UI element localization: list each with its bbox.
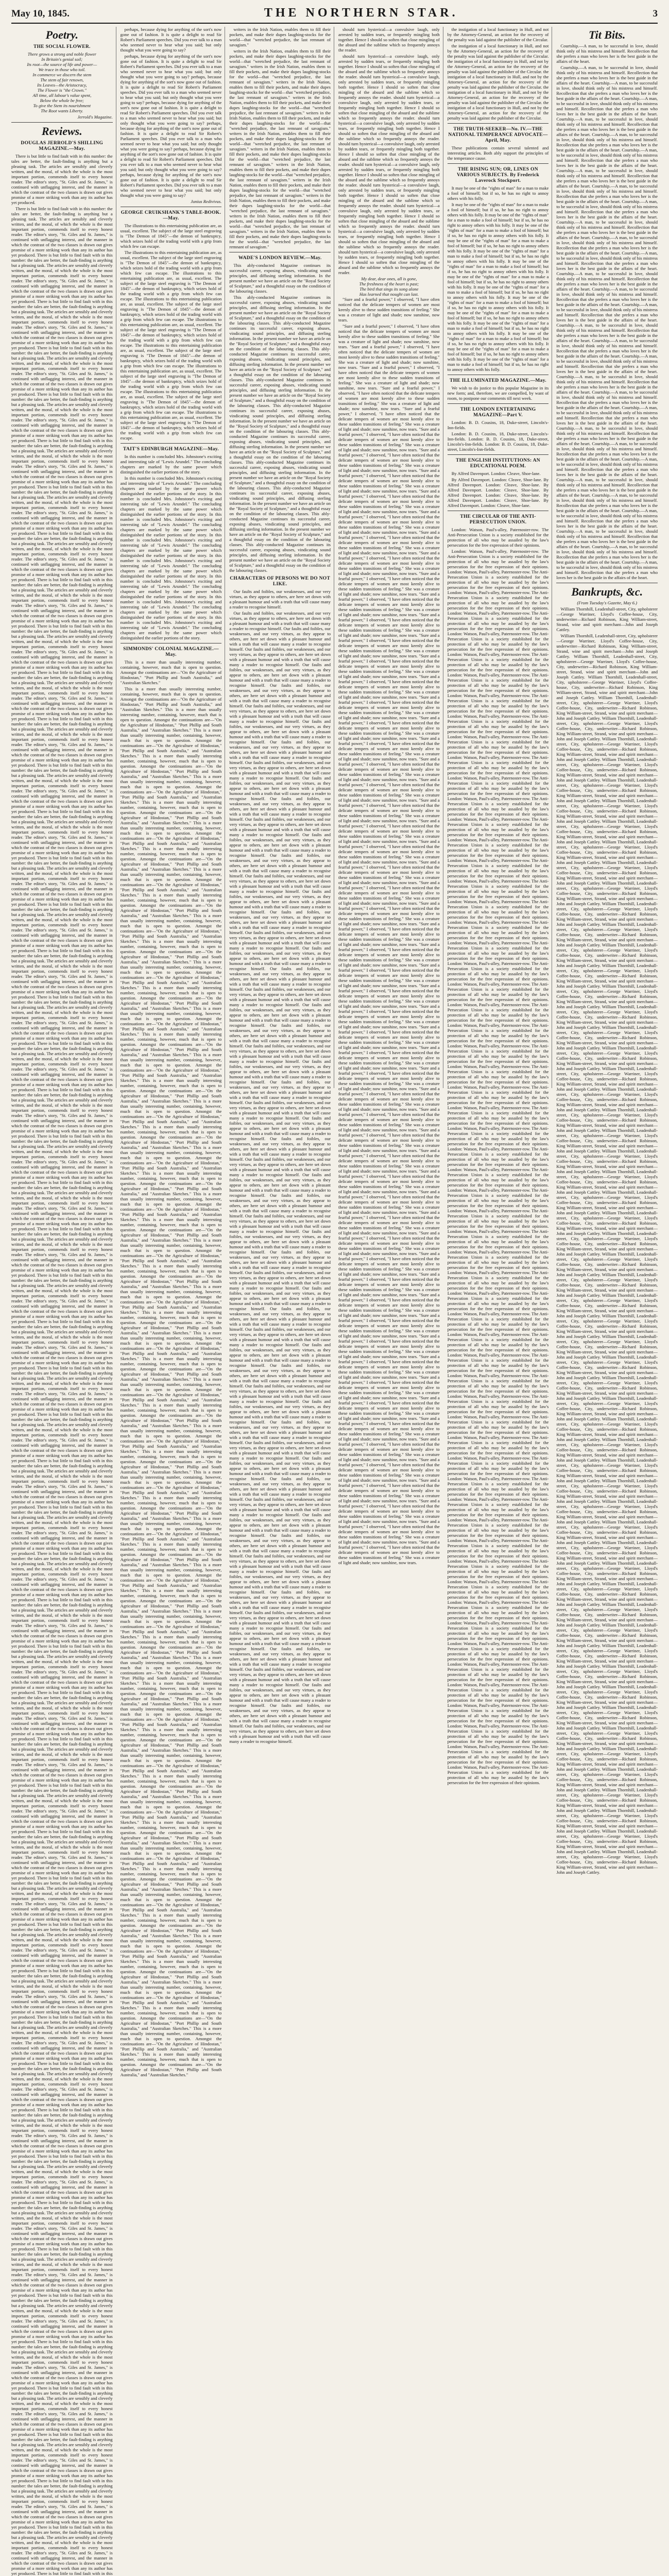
article-body: We wish to do justice to this popular Magazine in its new form; and, therefore, we are compelled, by want of room, to postpone our comments till next week.	[447, 385, 549, 401]
article-body-continued: London: B. D. Cousins, 18, Duke-street, Lincoln's-Inn-fields. London: B. D. Cousins, 18, Duke-street, Lincoln's-Inn-fields. London: B. D. Cousins, 18, Duke-street, Lincoln's-Inn-fields.	[447, 431, 549, 452]
verse-line: Has learned that nought can last.	[359, 292, 419, 297]
article-body: should turn hysterical—a convulsive laugh, only arrested by sudden tears, or frequently mingling both together. Hence I should so soften that close mingling of the absurd and the sublime which so frequently annoys the reader.	[338, 27, 440, 53]
article-body: This is a more than usually interesting number, containing, however, much that is open to question. Amongst the continuations are—"On the Agriculture of Hindostan," "Port Phillip and South Australia," and "Australian Sketches."	[120, 659, 222, 685]
article-body-continued: There is but little to find fault with in this number: the tales are better, the fault-finding is anything but a pleasing task. The articles are sensibly and cleverly written, and the moral, of which the whole is the most important portion, commends itself to every honest reader. The editor's story, "St. Giles and St. James," is continued with unflagging interest, and the manner in which the contrast of the two classes is drawn out gives promise of a more striking work than any its author has yet produced. There is but little to find fault with in this number: the tales are better, the fault-finding is anything but a pleasing task. The articles are sensibly and cleverly written, and the moral, of which the whole is the most important portion, commends itself to every honest reader. The editor's story, "St. Giles and St. James," is continued with unflagging interest, and the manner in which the contrast of the two classes is drawn out gives promise of a more striking work than any its author has yet produced. There is but little to find fault with in this number: the tales are better, the fault-finding is anything but a pleasing task. The articles are sensibly and cleverly written, and the moral, of which the whole is the most important portion, commends itself to every honest reader. The editor's story, "St. Giles and St. James," is continued with unflagging interest, and the manner in which the contrast of the two classes is drawn out gives promise of a more striking work than any its author has yet produced. There is but little to find fault with in this number: the tales are better, the fault-finding is anything but a pleasing task. The articles are sensibly and cleverly written, and the moral, of which the whole is the most important portion, commends itself to every honest reader. The editor's story, "St. Giles and St. James," is continued with unflagging interest, and the manner in which the contrast of the two classes is drawn out gives promise of a more striking work than any its author has yet produced. There is but little to find fault with in this number: the tales are better, the fault-finding is anything but a pleasing task. The articles are sensibly and cleverly written, and the moral, of which the whole is the most important portion, commends itself to every honest reader. The editor's story, "St. Giles and St. James," is continued with unflagging interest, and the manner in which the contrast of the two classes is drawn out gives promise of a more striking work than any its author has yet produced. There is but little to find fault with in this number: the tales are better, the fault-finding is anything but a pleasing task. The articles are sensibly and cleverly written, and the moral, of which the whole is the most important portion, commends itself to every honest reader. The editor's story, "St. Giles and St. James," is continued with unflagging interest, and the manner in which the contrast of the two classes is drawn out gives promise of a more striking work than any its author has yet produced. There is but little to find fault with in this number: the tales are better, the fault-finding is anything but a pleasing task. The articles are sensibly and cleverly written, and the moral, of which the whole is the most important portion, commends itself to every honest reader. The editor's story, "St. Giles and St. James," is continued with unflagging interest, and the manner in which the contrast of the two classes is drawn out gives promise of a more striking work than any its author has yet produced. There is but little to find fault with in this number: the tales are better, the fault-finding is anything but a pleasing task. The articles are sensibly and cleverly written, and the moral, of which the whole is the most important portion, commends itself to every honest reader. The editor's story, "St. Giles and St. James," is continued with unflagging interest, and the manner in which the contrast of the two classes is drawn out gives promise of a more striking work than any its author has yet produced. There is but little to find fault with in this number: the tales are better, the fault-finding is anything but a pleasing task. The articles are sensibly and cleverly written, and the moral, of which the whole is the most important portion, commends itself to every honest reader. The editor's story, "St. Giles and St. James," is continued with unflagging interest, and the manner in which the contrast of the two classes is drawn out gives promise of a more striking work than any its author has yet produced. There is but little to find fault with in this number: the tales are better, the fault-finding is anything but a pleasing task. The articles are sensibly and cleverly written, and the moral, of which the whole is the most important portion, commends itself to every honest reader. The editor's story, "St. Giles and St. James," is continued with unflagging interest, and the manner in which the contrast of the two classes is drawn out gives promise of a more striking work than any its author has yet produced. There is but little to find fault with in this number: the tales are better, the fault-finding is anything but a pleasing task. The articles are sensibly and cleverly written, and the moral, of which the whole is the most important portion, commends itself to every honest reader. The editor's story, "St. Giles and St. James," is continued with unflagging interest, and the manner in which the contrast of the two classes is drawn out gives promise of a more striking work than any its author has yet produced. There is but little to find fault with in this number: the tales are better, the fault-finding is anything but a pleasing task. The articles are sensibly and cleverly written, and the moral, of which the whole is the most important portion, commends itself to every honest reader. The editor's story, "St. Giles and St. James," is continued with unflagging interest, and the manner in which the contrast of the two classes is drawn out gives promise of a more striking work than any its author has yet produced. There is but little to find fault with in this number: the tales are better, the fault-finding is anything but a pleasing task. The articles are sensibly and cleverly written, and the moral, of which the whole is the most important portion, commends itself to every honest reader. The editor's story, "St. Giles and St. James," is continued with unflagging interest, and the manner in which the contrast of the two classes is drawn out gives promise of a more striking work than any its author has yet produced. There is but little to find fault with in this number: the tales are better, the fault-finding is anything but a pleasing task. The articles are sensibly and cleverly written, and the moral, of which the whole is the most important portion, commends itself to every honest reader. The editor's story, "St. Giles and St. James," is continued with unflagging interest, and the manner in which the contrast of the two classes is drawn out gives promise of a more striking work than any its author has yet produced. There is but little to find fault with in this number: the tales are better, the fault-finding is anything but a pleasing task. The articles are sensibly and cleverly written, and the moral, of which the whole is the most important portion, commends itself to every honest reader. The editor's story, "St. Giles and St. James," is continued with unflagging interest, and the manner in which the contrast of the two classes is drawn out gives promise of a more striking work than any its author has yet produced. There is but little to find fault with in this number: the tales are better, the fault-finding is anything but a pleasing task. The articles are sensibly and cleverly written, and the moral, of which the whole is the most important portion, commends itself to every honest reader. The editor's story, "St. Giles and St. James," is continued with unflagging interest, and the manner in which the contrast of the two classes is drawn out gives promise of a more striking work than any its author has yet produced. There is but little to find fault with in this number: the tales are better, the fault-finding is anything but a pleasing task. The articles are sensibly and cleverly written, and the moral, of which the whole is the most important portion, commends itself to every honest reader. The editor's story, "St. Giles and St. James," is continued with unflagging interest, and the manner in which the contrast of the two classes is drawn out gives promise of a more striking work than any its author has yet produced. There is but little to find fault with in this number: the tales are better, the fault-finding is anything but a pleasing task. The articles are sensibly and cleverly written, and the moral, of which the whole is the most important portion, commends itself to every honest reader. The editor's story, "St. Giles and St. James," is continued with unflagging interest, and the manner in which the contrast of the two classes is drawn out gives promise of a more striking work than any its author has yet produced. There is but little to find fault with in this number: the tales are better, the fault-finding is anything but a pleasing task. The articles are sensibly and cleverly written, and the moral, of which the whole is the most important portion, commends itself to every honest reader. The editor's story, "St. Giles and St. James," is continued with unflagging interest, and the manner in which the contrast of the two classes is drawn out gives promise of a more striking work than any its author has yet produced. There is but little to find fault with in this number: the tales are better, the fault-finding is anything but a pleasing task. The articles are sensibly and cleverly written, and the moral, of which the whole is the most important portion, commends itself to every honest reader. The editor's story, "St. Giles and St. James," is continued with unflagging interest, and the manner in which the contrast of the two classes is drawn out gives promise of a more striking work than any its author has yet produced. There is but little to find fault with in this number: the tales are better, the fault-finding is anything but a pleasing task. The articles are sensibly and cleverly written, and the moral, of which the whole is the most important portion, commends itself to every honest reader. The editor's story, "St. Giles and St. James," is continued with unflagging interest, and the manner in which the contrast of the two classes is drawn out gives promise of a more striking work than any its author has yet produced. There is but little to find fault with in this number: the tales are better, the fault-finding is anything but a pleasing task. The articles are sensibly and cleverly written, and the moral, of which the whole is the most important portion, commends itself to every honest reader. The editor's story, "St. Giles and St. James," is continued with unflagging interest, and the manner in which the contrast of the two classes is drawn out gives promise of a more striking work than any its author has yet produced. There is but little to find fault with in this number: the tales are better, the fault-finding is anything but a pleasing task. The articles are sensibly and cleverly written, and the moral, of which the whole is the most important portion, commends itself to every honest reader. The editor's story, "St. Giles and St. James," is continued with unflagging interest, and the manner in which the contrast of the two classes is drawn out gives promise of a more striking work than any its author has yet produced. There is but little to find fault with in this number: the tales are better, the fault-finding is anything but a pleasing task. The articles are sensibly and cleverly written, and the moral, of which the whole is the most important portion, commends itself to every honest reader. The editor's story, "St. Giles and St. James," is continued with unflagging interest, and the manner in which the contrast of the two classes is drawn out gives promise of a more striking work than any its author has yet produced. There is but little to find fault with in this number: the tales are better, the fault-finding is anything but a pleasing task. The articles are sensibly and cleverly written, and the moral, of which the whole is the most important portion, commends itself to every honest reader. The editor's story, "St. Giles and St. James," is continued with unflagging interest, and the manner in which the contrast of the two classes is drawn out gives promise of a more striking work than any its author has yet produced. There is but little to find fault with in this number: the tales are better, the fault-finding is anything but a pleasing task. The articles are sensibly and cleverly written, and the moral, of which the whole is the most important portion, commends itself to every honest reader. The editor's story, "St. Giles and St. James," is continued with unflagging interest, and the manner in which the contrast of the two classes is drawn out gives promise of a more striking work than any its author has yet produced. There is but little to find fault with in this number: the tales are better, the fault-finding is anything but a pleasing task. The articles are sensibly and cleverly written, and the moral, of which the whole is the most important portion, commends itself to every honest reader. The editor's story, "St. Giles and St. James," is continued with unflagging interest, and the manner in which the contrast of the two classes is drawn out gives promise of a more striking work than any its author has yet produced. There is but little to find fault with in this number: the tales are better, the fault-finding is anything but a pleasing task. The articles are sensibly and cleverly written, and the moral, of which the whole is the most important portion, commends itself to every honest reader. The editor's story, "St. Giles and St. James," is continued with unflagging interest, and the manner in which the contrast of the two classes is drawn out gives promise of a more striking work than any its author has yet produced. There is but little to find fault with in this number: the tales are better, the fault-finding is anything but a pleasing task. The articles are sensibly and cleverly written, and the moral, of which the whole is the most important portion, commends itself to every honest reader. The editor's story, "St. Giles and St. James," is continued with unflagging interest, and the manner in which the contrast of the two classes is drawn out gives promise of a more striking work than any its author has yet produced. There is but little to find fault with in this number: the tales are better, the fault-finding is anything but a pleasing task. The articles are sensibly and cleverly written, and the moral, of which the whole is the most important portion, commends itself to every honest reader. The editor's story, "St. Giles and St. James," is continued with unflagging interest, and the manner in which the contrast of the two classes is drawn out gives promise of a more striking work than any its author has yet produced. There is but little to find fault with in this number: the tales are better, the fault-finding is anything but a pleasing task. The articles are sensibly and cleverly written, and the moral, of which the whole is the most important portion, commends itself to every honest reader. The editor's story, "St. Giles and St. James," is continued with unflagging interest, and the manner in which the contrast of the two classes is drawn out gives promise of a more striking work than any its author has yet produced. There is but little to find fault with in this number: the tales are better, the fault-finding is anything but a pleasing task. The articles are sensibly and cleverly written, and the moral, of which the whole is the most important portion, commends itself to every honest reader. The editor's story, "St. Giles and St. James," is continued with unflagging interest, and the manner in which the contrast of the two classes is drawn out gives promise of a more striking work than any its author has yet produced. There is but little to find fault with in this number: the tales are better, the fault-finding is anything but a pleasing task. The articles are sensibly and cleverly written, and the moral, of which the whole is the most important portion, commends itself to every honest reader. The editor's story, "St. Giles and St. James," is continued with unflagging interest, and the manner in which the contrast of the two classes is drawn out gives promise of a more striking work than any its author has yet produced. There is but little to find fault with in this number: the tales are better, the fault-finding is anything but a pleasing task. The articles are sensibly and cleverly written, and the moral, of which the whole is the most important portion, commends itself to every honest reader. The editor's story, "St. Giles and St. James," is continued with unflagging interest, and the manner in which the contrast of the two classes is drawn out gives promise of a more striking work than any its author has yet produced. There is but little to find fault with in this number: the tales are better, the fault-finding is anything but a pleasing task. The articles are sensibly and cleverly written, and the moral, of which the whole is the most important portion, commends itself to every honest reader. The editor's story, "St. Giles and St. James," is continued with unflagging interest, and the manner in which the contrast of the two classes is drawn out gives promise of a more striking work than any its author has yet produced. There is but little to find fault with in this number: the tales are better, the fault-finding is anything but a pleasing task. The articles are sensibly and cleverly written, and the moral, of which the whole is the most important portion, commends itself to every honest reader. The editor's story, "St. Giles and St. James," is continued with unflagging interest, and the manner in which the contrast of the two classes is drawn out gives promise of a more striking work than any its author has yet produced. There is but little to find fault with in this number: the tales are better, the fault-finding is anything but a pleasing task. The articles are sensibly and cleverly written, and the moral, of which the whole is the most important portion, commends itself to every honest reader. The editor's story, "St. Giles and St. James," is continued with unflagging interest, and the manner in which the contrast of the two classes is drawn out gives promise of a more striking work than any its author has yet produced. There is but little to find fault with in this number: the tales are better, the fault-finding is anything but a pleasing task. The articles are sensibly and cleverly written, and the moral, of which the whole is the most important portion, commends itself to every honest reader. The editor's story, "St. Giles and St. James," is continued with unflagging interest, and the manner in which the contrast of the two classes is drawn out gives promise of a more striking work than any its author has yet produced. There is but little to find fault with in this number: the tales are better, the fault-finding is anything but a pleasing task. The articles are sensibly and cleverly written, and the moral, of which the whole is the most important portion, commends itself to every honest reader. The editor's story, "St. Giles and St. James," is continued with unflagging interest, and the manner in which the contrast of the two classes is drawn out gives promise of a more striking work than any its author has yet produced. There is but little to find fault with in this number: the tales are better, the fault-finding is anything but a pleasing task. The articles are sensibly and cleverly written, and the moral, of which the whole is the most important portion, commends itself to every honest reader. The editor's story, "St. Giles and St. James," is continued with unflagging interest, and the manner in which the contrast of the two classes is drawn out gives promise of a more striking work than any its author has yet produced. There is but little to find fault with in this number: the tales are better, the fault-finding is anything but a pleasing task. The articles are sensibly and cleverly written, and the moral, of which the whole is the most important portion, commends itself to every honest reader. The editor's story, "St. Giles and St. James," is continued with unflagging interest, and the manner in which the contrast of the two classes is drawn out gives promise of a more striking work than any its author has yet produced. There is but little to find fault with in this number: the tales are better, the fault-finding is anything but a pleasing task. The articles are sensibly and cleverly written, and the moral, of which the whole is the most important portion, commends itself to every honest reader. The editor's story, "St. Giles and St. James," is continued with unflagging interest, and the manner in which the contrast of the two classes is drawn out gives promise of a more striking work than any its author has yet produced. There is but little to find fault with in this number: the tales are better, the fault-finding is anything but a pleasing task. The articles are sensibly and cleverly written, and the moral, of which the whole is the most important portion, commends itself to every honest reader. The editor's story, "St. Giles and St. James," is continued with unflagging interest, and the manner in which the contrast of the two classes is drawn out gives promise of a more striking work than any its author has yet produced. There is but little to find fault with in this number: the tales are better, the fault-finding is anything but a pleasing task. The articles are sensibly and cleverly written, and the moral, of which the whole is the most important portion, commends itself to every honest reader. The editor's story, "St. Giles and St. James," is continued with unflagging interest, and the manner in which the contrast of the two classes is drawn out gives promise of a more striking work than any its author has yet produced. There is but little to find fault with in this number: the tales are better, the fault-finding is anything but a pleasing task. The articles are sensibly and cleverly written, and the moral, of which the whole is the most important portion, commends itself to every honest reader. The editor's story, "St. Giles and St. James," is continued with unflagging interest, and the manner in which the contrast of the two classes is drawn out gives promise of a more striking work than any its author has yet produced. There is but little to find fault with in this number: the tales are better, the fault-finding is anything but a pleasing task. The articles are sensibly and cleverly written, and the moral, of which the whole is the most important portion, commends itself to every honest reader. The editor's story, "St. Giles and St. James," is continued with unflagging interest, and the manner in which the contrast of the two classes is drawn out gives promise of a more striking work than any its author has yet produced. There is but little to find fault with in this number: the tales are better, the fault-finding is anything but a pleasing task. The articles are sensibly and cleverly written, and the moral, of which the whole is the most important portion, commends itself to every honest reader. The editor's story, "St. Giles and St. James," is continued with unflagging interest, and the manner in which the contrast of the two classes is drawn out gives promise of a more striking work than any its author has yet produced. There is but little to find fault with in this number: the tales are better, the fault-finding is anything but a pleasing task. The articles are sensibly and cleverly written, and the moral, of which the whole is the most important portion, commends itself to every honest reader. The editor's story, "St. Giles and St. James," is continued with unflagging interest, and the manner in which the contrast of the two classes is drawn out gives promise of a more striking work than any its author has yet produced. There is but little to find fault with in this number: the tales are better, the fault-finding is anything but a pleasing task. The articles are sensibly and cleverly written, and the moral, of which the whole is the most important portion, commends itself to every honest reader. The editor's story, "St. Giles and St. James," is continued with unflagging interest, and the manner in which the contrast of the two classes is drawn out gives promise of a more striking work than any its author has yet produced. There is but little to find fault with in this number: the tales are better, the fault-finding is anything but a pleasing task. The articles are sensibly and cleverly written, and the moral, of which the whole is the most important portion, commends itself to every honest reader. The editor's story, "St. Giles and St. James," is continued with unflagging interest, and the manner in which the contrast of the two classes is drawn out gives promise of a more striking work than any its author has yet produced. There is but little to find fault with in this number: the tales are better, the fault-finding is anything but a pleasing task. The articles are sensibly and cleverly written, and the moral, of which the whole is the most important portion, commends itself to every honest reader. The editor's story, "St. Giles and St. James," is continued with unflagging interest, and the manner in which the contrast of the two classes is drawn out gives promise of a more striking work than any its author has yet produced. There is but little to find fault with in this	[11, 206, 113, 2576]
poem-line: In commerce we discern the stem	[32, 72, 92, 77]
verse-line: The bird that sings its song alone	[359, 286, 419, 292]
poem-line: We trace in those who toil.	[38, 67, 85, 72]
poem-line: To give the Stem its nourishment	[33, 103, 91, 108]
divider	[448, 403, 549, 404]
poem-credit: Jerrold's Magazine.	[77, 114, 113, 120]
bankrupts-source: (From Tuesday's Gazette, May 6.)	[577, 600, 637, 605]
inset-verse	[338, 276, 440, 297]
columns	[11, 27, 658, 2576]
article-body-continued: perhaps, because dying for anything of the sort's now gone out of fashion. It is quite a delight to read Sir Robert's Parliament speeches. Did you ever talk to a man who seemed never to hear what you said; but only thought what you were going to say? perhaps, because dying for anything of the sort's now gone out of fashion. It is quite a delight to read Sir Robert's Parliament speeches. Did you ever talk to a man who seemed never to hear what you said; but only thought what you were going to say? perhaps, because dying for anything of the sort's now gone out of fashion. It is quite a delight to read Sir Robert's Parliament speeches. Did you ever talk to a man who seemed never to hear what you said; but only thought what you were going to say? perhaps, because dying for anything of the sort's now gone out of fashion. It is quite a delight to read Sir Robert's Parliament speeches. Did you ever talk to a man who seemed never to hear what you said; but only thought what you were going to say? perhaps, because dying for anything of the sort's now gone out of fashion. It is quite a delight to read Sir Robert's Parliament speeches. Did you ever talk to a man who seemed never to hear what you said; but only thought what you were going to say? perhaps, because dying for anything of the sort's now gone out of fashion. It is quite a delight to read Sir Robert's Parliament speeches. Did you ever talk to a man who seemed never to hear what you said; but only thought what you were going to say?	[120, 54, 222, 198]
article-body-continued: London: Watson, Paul's-alley, Paternoster-row. The Anti-Persecution Union is a society established for the protection of all who may be assailed by the law's persecution for the free expression of their opinions. London: Watson, Paul's-alley, Paternoster-row. The Anti-Persecution Union is a society established for the protection of all who may be assailed by the law's persecution for the free expression of their opinions. London: Watson, Paul's-alley, Paternoster-row. The Anti-Persecution Union is a society established for the protection of all who may be assailed by the law's persecution for the free expression of their opinions. London: Watson, Paul's-alley, Paternoster-row. The Anti-Persecution Union is a society established for the protection of all who may be assailed by the law's persecution for the free expression of their opinions. London: Watson, Paul's-alley, Paternoster-row. The Anti-Persecution Union is a society established for the protection of all who may be assailed by the law's persecution for the free expression of their opinions. London: Watson, Paul's-alley, Paternoster-row. The Anti-Persecution Union is a society established for the protection of all who may be assailed by the law's persecution for the free expression of their opinions. London: Watson, Paul's-alley, Paternoster-row. The Anti-Persecution Union is a society established for the protection of all who may be assailed by the law's persecution for the free expression of their opinions. London: Watson, Paul's-alley, Paternoster-row. The Anti-Persecution Union is a society established for the protection of all who may be assailed by the law's persecution for the free expression of their opinions. London: Watson, Paul's-alley, Paternoster-row. The Anti-Persecution Union is a society established for the protection of all who may be assailed by the law's persecution for the free expression of their opinions. London: Watson, Paul's-alley, Paternoster-row. The Anti-Persecution Union is a society established for the protection of all who may be assailed by the law's persecution for the free expression of their opinions. London: Watson, Paul's-alley, Paternoster-row. The Anti-Persecution Union is a society established for the protection of all who may be assailed by the law's persecution for the free expression of their opinions. London: Watson, Paul's-alley, Paternoster-row. The Anti-Persecution Union is a society established for the protection of all who may be assailed by the law's persecution for the free expression of their opinions. London: Watson, Paul's-alley, Paternoster-row. The Anti-Persecution Union is a society established for the protection of all who may be assailed by the law's persecution for the free expression of their opinions. London: Watson, Paul's-alley, Paternoster-row. The Anti-Persecution Union is a society established for the protection of all who may be assailed by the law's persecution for the free expression of their opinions. London: Watson, Paul's-alley, Paternoster-row. The Anti-Persecution Union is a society established for the protection of all who may be assailed by the law's persecution for the free expression of their opinions. London: Watson, Paul's-alley, Paternoster-row. The Anti-Persecution Union is a society established for the protection of all who may be assailed by the law's persecution for the free expression of their opinions. London: Watson, Paul's-alley, Paternoster-row. The Anti-Persecution Union is a society established for the protection of all who may be assailed by the law's persecution for the free expression of their opinions. London: Watson, Paul's-alley, Paternoster-row. The Anti-Persecution Union is a society established for the protection of all who may be assailed by the law's persecution for the free expression of their opinions. London: Watson, Paul's-alley, Paternoster-row. The Anti-Persecution Union is a society established for the protection of all who may be assailed by the law's persecution for the free expression of their opinions. London: Watson, Paul's-alley, Paternoster-row. The Anti-Persecution Union is a society established for the protection of all who may be assailed by the law's persecution for the free expression of their opinions. London: Watson, Paul's-alley, Paternoster-row. The Anti-Persecution Union is a society established for the protection of all who may be assailed by the law's persecution for the free expression of their opinions. London: Watson, Paul's-alley, Paternoster-row. The Anti-Persecution Union is a society established for the protection of all who may be assailed by the law's persecution for the free expression of their opinions. London: Watson, Paul's-alley, Paternoster-row. The Anti-Persecution Union is a society established for the protection of all who may be assailed by the law's persecution for the free expression of their opinions. London: Watson, Paul's-alley, Paternoster-row. The Anti-Persecution Union is a society established for the protection of all who may be assailed by the law's persecution for the free expression of their opinions. London: Watson, Paul's-alley, Paternoster-row. The Anti-Persecution Union is a society established for the protection of all who may be assailed by the law's persecution for the free expression of their opinions. London: Watson, Paul's-alley, Paternoster-row. The Anti-Persecution Union is a society established for the protection of all who may be assailed by the law's persecution for the free expression of their opinions. London: Watson, Paul's-alley, Paternoster-row. The Anti-Persecution Union is a society established for the protection of all who may be assailed by the law's persecution for the free expression of their opinions. London: Watson, Paul's-alley, Paternoster-row. The Anti-Persecution Union is a society established for the protection of all who may be assailed by the law's persecution for the free expression of their opinions. London: Watson, Paul's-alley, Paternoster-row. The Anti-Persecution Union is a society established for the protection of all who may be assailed by the law's persecution for the free expression of their opinions. London: Watson, Paul's-alley, Paternoster-row. The Anti-Persecution Union is a society established for the protection of all who may be assailed by the law's persecution for the free expression of their opinions. London: Watson, Paul's-alley, Paternoster-row. The Anti-Persecution Union is a society established for the protection of all who may be assailed by the law's persecution for the free expression of their opinions. London: Watson, Paul's-alley, Paternoster-row. The Anti-Persecution Union is a society established for the protection of all who may be assailed by the law's persecution for the free expression of their opinions. London: Watson, Paul's-alley, Paternoster-row. The Anti-Persecution Union is a society established for the protection of all who may be assailed by the law's persecution for the free expression of their opinions. London: Watson, Paul's-alley, Paternoster-row. The Anti-Persecution Union is a society established for the protection of all who may be assailed by the law's persecution for the free expression of their opinions. London: Watson, Paul's-alley, Paternoster-row. The Anti-Persecution Union is a society established for the protection of all who may be assailed by the law's persecution for the free expression of their opinions. London: Watson, Paul's-alley, Paternoster-row. The Anti-Persecution Union is a society established for the protection of all who may be assailed by the law's persecution for the free expression of their opinions. London: Watson, Paul's-alley, Paternoster-row. The Anti-Persecution Union is a society established for the protection of all who may be assailed by the law's persecution for the free expression of their opinions. London: Watson, Paul's-alley, Paternoster-row. The Anti-Persecution Union is a society established for the protection of all who may be assailed by the law's persecution for the free expression of their opinions. London: Watson, Paul's-alley, Paternoster-row. The Anti-Persecution Union is a society established for the protection of all who may be assailed by the law's persecution for the free expression of their opinions. London: Watson, Paul's-alley, Paternoster-row. The Anti-Persecution Union is a society established for the protection of all who may be assailed by the law's persecution for the free expression of their opinions. London: Watson, Paul's-alley, Paternoster-row. The Anti-Persecution Union is a society established for the protection of all who may be assailed by the law's persecution for the free expression of their opinions. London: Watson, Paul's-alley, Paternoster-row. The Anti-Persecution Union is a society established for the protection of all who may be assailed by the law's persecution for the free expression of their opinions. London: Watson, Paul's-alley, Paternoster-row. The Anti-Persecution Union is a society established for the protection of all who may be assailed by the law's persecution for the free expression of their opinions. London: Watson, Paul's-alley, Paternoster-row. The Anti-Persecution Union is a society established for the protection of all who may be assailed by the law's persecution for the free expression of their opinions. London: Watson, Paul's-alley, Paternoster-row. The Anti-Persecution Union is a society established for the protection of all who may be assailed by the law's persecution for the free expression of their opinions. London: Watson, Paul's-alley, Paternoster-row. The Anti-Persecution Union is a society established for the protection of all who may be assailed by the law's persecution for the free expression of their opinions. London: Watson, Paul's-alley, Paternoster-row. The Anti-Persecution Union is a society established for the protection of all who may be assailed by the law's persecution for the free expression of their opinions. London: Watson, Paul's-alley, Paternoster-row. The Anti-Persecution Union is a society established for the protection of all who may be assailed by the law's persecution for the free expression of their opinions. London: Watson, Paul's-alley, Paternoster-row. The Anti-Persecution Union is a society established for the protection of all who may be assailed by the law's persecution for the free expression of their opinions. London: Watson, Paul's-alley, Paternoster-row. The Anti-Persecution Union is a society established for the protection of all who may be assailed by the law's persecution for the free expression of their opinions. London: Watson, Paul's-alley, Paternoster-row. The Anti-Persecution Union is a society established for the protection of all who may be assailed by the law's persecution for the free expression of their opinions. London: Watson, Paul's-alley, Paternoster-row. The Anti-Persecution Union is a society established for the protection of all who may be assailed by the law's persecution for the free expression of their opinions. London: Watson, Paul's-alley, Paternoster-row. The Anti-Persecution Union is a society established for the protection of all who may be assailed by the law's persecution for the free expression of their opinions. London: Watson, Paul's-alley, Paternoster-row. The Anti-Persecution Union is a society established for the protection of all who may be assailed by the law's persecution for the free expression of their opinions. London: Watson, Paul's-alley, Paternoster-row. The Anti-Persecution Union is a society established for the protection of all who may be assailed by the law's persecution for the free expression of their opinions. London: Watson, Paul's-alley, Paternoster-row. The Anti-Persecution Union is a society established for the protection of all who may be assailed by the law's persecution for the free expression of their opinions. London: Watson, Paul's-alley, Paternoster-row. The Anti-Persecution Union is a society established for the protection of all who may be assailed by the law's persecution for the free expression of their opinions. London: Watson, Paul's-alley, Paternoster-row. The Anti-Persecution Union is a society established for the protection of all who may be assailed by the law's persecution for the free expression of their opinions. London: Watson, Paul's-alley, Paternoster-row. The Anti-Persecution Union is a society established for the protection of all who may be assailed by the law's persecution for the free expression of their opinions. London: Watson, Paul's-alley, Paternoster-row. The Anti-Persecution Union is a society established for the protection of all who may be assailed by the law's persecution for the free expression of their opinions.	[447, 549, 549, 1785]
column-5	[447, 27, 553, 1785]
section-heading-poetry: Poetry.	[45, 28, 78, 41]
article-body-continued: "Sure and a fearful power," I observed, "I have often noticed that the delicate tempers of women are most keenly alive to these sudden transitions of feeling." She was a creature of light and shade; now sunshine, now tears. "Sure and a fearful power," I observed, "I have often noticed that the delicate tempers of women are most keenly alive to these sudden transitions of feeling." She was a creature of light and shade; now sunshine, now tears. "Sure and a fearful power," I observed, "I have often noticed that the delicate tempers of women are most keenly alive to these sudden transitions of feeling." She was a creature of light and shade; now sunshine, now tears. "Sure and a fearful power," I observed, "I have often noticed that the delicate tempers of women are most keenly alive to these sudden transitions of feeling." She was a creature of light and shade; now sunshine, now tears. "Sure and a fearful power," I observed, "I have often noticed that the delicate tempers of women are most keenly alive to these sudden transitions of feeling." She was a creature of light and shade; now sunshine, now tears. "Sure and a fearful power," I observed, "I have often noticed that the delicate tempers of women are most keenly alive to these sudden transitions of feeling." She was a creature of light and shade; now sunshine, now tears. "Sure and a fearful power," I observed, "I have often noticed that the delicate tempers of women are most keenly alive to these sudden transitions of feeling." She was a creature of light and shade; now sunshine, now tears. "Sure and a fearful power," I observed, "I have often noticed that the delicate tempers of women are most keenly alive to these sudden transitions of feeling." She was a creature of light and shade; now sunshine, now tears. "Sure and a fearful power," I observed, "I have often noticed that the delicate tempers of women are most keenly alive to these sudden transitions of feeling." She was a creature of light and shade; now sunshine, now tears. "Sure and a fearful power," I observed, "I have often noticed that the delicate tempers of women are most keenly alive to these sudden transitions of feeling." She was a creature of light and shade; now sunshine, now tears. "Sure and a fearful power," I observed, "I have often noticed that the delicate tempers of women are most keenly alive to these sudden transitions of feeling." She was a creature of light and shade; now sunshine, now tears. "Sure and a fearful power," I observed, "I have often noticed that the delicate tempers of women are most keenly alive to these sudden transitions of feeling." She was a creature of light and shade; now sunshine, now tears. "Sure and a fearful power," I observed, "I have often noticed that the delicate tempers of women are most keenly alive to these sudden transitions of feeling." She was a creature of light and shade; now sunshine, now tears. "Sure and a fearful power," I observed, "I have often noticed that the delicate tempers of women are most keenly alive to these sudden transitions of feeling." She was a creature of light and shade; now sunshine, now tears. "Sure and a fearful power," I observed, "I have often noticed that the delicate tempers of women are most keenly alive to these sudden transitions of feeling." She was a creature of light and shade; now sunshine, now tears. "Sure and a fearful power," I observed, "I have often noticed that the delicate tempers of women are most keenly alive to these sudden transitions of feeling." She was a creature of light and shade; now sunshine, now tears. "Sure and a fearful power," I observed, "I have often noticed that the delicate tempers of women are most keenly alive to these sudden transitions of feeling." She was a creature of light and shade; now sunshine, now tears. "Sure and a fearful power," I observed, "I have often noticed that the delicate tempers of women are most keenly alive to these sudden transitions of feeling." She was a creature of light and shade; now sunshine, now tears. "Sure and a fearful power," I observed, "I have often noticed that the delicate tempers of women are most keenly alive to these sudden transitions of feeling." She was a creature of light and shade; now sunshine, now tears. "Sure and a fearful power," I observed, "I have often noticed that the delicate tempers of women are most keenly alive to these sudden transitions of feeling." She was a creature of light and shade; now sunshine, now tears. "Sure and a fearful power," I observed, "I have often noticed that the delicate tempers of women are most keenly alive to these sudden transitions of feeling." She was a creature of light and shade; now sunshine, now tears. "Sure and a fearful power," I observed, "I have often noticed that the delicate tempers of women are most keenly alive to these sudden transitions of feeling." She was a creature of light and shade; now sunshine, now tears. "Sure and a fearful power," I observed, "I have often noticed that the delicate tempers of women are most keenly alive to these sudden transitions of feeling." She was a creature of light and shade; now sunshine, now tears. "Sure and a fearful power," I observed, "I have often noticed that the delicate tempers of women are most keenly alive to these sudden transitions of feeling." She was a creature of light and shade; now sunshine, now tears. "Sure and a fearful power," I observed, "I have often noticed that the delicate tempers of women are most keenly alive to these sudden transitions of feeling." She was a creature of light and shade; now sunshine, now tears. "Sure and a fearful power," I observed, "I have often noticed that the delicate tempers of women are most keenly alive to these sudden transitions of feeling." She was a creature of light and shade; now sunshine, now tears. "Sure and a fearful power," I observed, "I have often noticed that the delicate tempers of women are most keenly alive to these sudden transitions of feeling." She was a creature of light and shade; now sunshine, now tears. "Sure and a fearful power," I observed, "I have often noticed that the delicate tempers of women are most keenly alive to these sudden transitions of feeling." She was a creature of light and shade; now sunshine, now tears. "Sure and a fearful power," I observed, "I have often noticed that the delicate tempers of women are most keenly alive to these sudden transitions of feeling." She was a creature of light and shade; now sunshine, now tears. "Sure and a fearful power," I observed, "I have often noticed that the delicate tempers of women are most keenly alive to these sudden transitions of feeling." She was a creature of light and shade; now sunshine, now tears. "Sure and a fearful power," I observed, "I have often noticed that the delicate tempers of women are most keenly alive to these sudden transitions of feeling." She was a creature of light and shade; now sunshine, now tears. "Sure and a fearful power," I observed, "I have often noticed that the delicate tempers of women are most keenly alive to these sudden transitions of feeling." She was a creature of light and shade; now sunshine, now tears. "Sure and a fearful power," I observed, "I have often noticed that the delicate tempers of women are most keenly alive to these sudden transitions of feeling." She was a creature of light and shade; now sunshine, now tears. "Sure and a fearful power," I observed, "I have often noticed that the delicate tempers of women are most keenly alive to these sudden transitions of feeling." She was a creature of light and shade; now sunshine, now tears. "Sure and a fearful power," I observed, "I have often noticed that the delicate tempers of women are most keenly alive to these sudden transitions of feeling." She was a creature of light and shade; now sunshine, now tears. "Sure and a fearful power," I observed, "I have often noticed that the delicate tempers of women are most keenly alive to these sudden transitions of feeling." She was a creature of light and shade; now sunshine, now tears. "Sure and a fearful power," I observed, "I have often noticed that the delicate tempers of women are most keenly alive to these sudden transitions of feeling." She was a creature of light and shade; now sunshine, now tears. "Sure and a fearful power," I observed, "I have often noticed that the delicate tempers of women are most keenly alive to these sudden transitions of feeling." She was a creature of light and shade; now sunshine, now tears. "Sure and a fearful power," I observed, "I have often noticed that the delicate tempers of women are most keenly alive to these sudden transitions of feeling." She was a creature of light and shade; now sunshine, now tears. "Sure and a fearful power," I observed, "I have often noticed that the delicate tempers of women are most keenly alive to these sudden transitions of feeling." She was a creature of light and shade; now sunshine, now tears. "Sure and a fearful power," I observed, "I have often noticed that the delicate tempers of women are most keenly alive to these sudden transitions of feeling." She was a creature of light and shade; now sunshine, now tears. "Sure and a fearful power," I observed, "I have often noticed that the delicate tempers of women are most keenly alive to these sudden transitions of feeling." She was a creature of light and shade; now sunshine, now tears. "Sure and a fearful power," I observed, "I have often noticed that the delicate tempers of women are most keenly alive to these sudden transitions of feeling." She was a creature of light and shade; now sunshine, now tears. "Sure and a fearful power," I observed, "I have often noticed that the delicate tempers of women are most keenly alive to these sudden transitions of feeling." She was a creature of light and shade; now sunshine, now tears. "Sure and a fearful power," I observed, "I have often noticed that the delicate tempers of women are most keenly alive to these sudden transitions of feeling." She was a creature of light and shade; now sunshine, now tears. "Sure and a fearful power," I observed, "I have often noticed that the delicate tempers of women are most keenly alive to these sudden transitions of feeling." She was a creature of light and shade; now sunshine, now tears. "Sure and a fearful power," I observed, "I have often noticed that the delicate tempers of women are most keenly alive to these sudden transitions of feeling." She was a creature of light and shade; now sunshine, now tears. "Sure and a fearful power," I observed, "I have often noticed that the delicate tempers of women are most keenly alive to these sudden transitions of feeling." She was a creature of light and shade; now sunshine, now tears. "Sure and a fearful power," I observed, "I have often noticed that the delicate tempers of women are most keenly alive to these sudden transitions of feeling." She was a creature of light and shade; now sunshine, now tears. "Sure and a fearful power," I observed, "I have often noticed that the delicate tempers of women are most keenly alive to these sudden transitions of feeling." She was a creature of light and shade; now sunshine, now tears. "Sure and a fearful power," I observed, "I have often noticed that the delicate tempers of women are most keenly alive to these sudden transitions of feeling." She was a creature of light and shade; now sunshine, now tears. "Sure and a fearful power," I observed, "I have often noticed that the delicate tempers of women are most keenly alive to these sudden transitions of feeling." She was a creature of light and shade; now sunshine, now tears. "Sure and a fearful power," I observed, "I have often noticed that the delicate tempers of women are most keenly alive to these sudden transitions of feeling." She was a creature of light and shade; now sunshine, now tears. "Sure and a fearful power," I observed, "I have often noticed that the delicate tempers of women are most keenly alive to these sudden transitions of feeling." She was a creature of light and shade; now sunshine, now tears. "Sure and a fearful power," I observed, "I have often noticed that the delicate tempers of women are most keenly alive to these sudden transitions of feeling." She was a creature of light and shade; now sunshine, now tears. "Sure and a fearful power," I observed, "I have often noticed that the delicate tempers of women are most keenly alive to these sudden transitions of feeling." She was a creature of light and shade; now sunshine, now tears. "Sure and a fearful power," I observed, "I have often noticed that the delicate tempers of women are most keenly alive to these sudden transitions of feeling." She was a creature of light and shade; now sunshine, now tears. "Sure and a fearful power," I observed, "I have often noticed that the delicate tempers of women are most keenly alive to these sudden transitions of feeling." She was a creature of light and shade; now sunshine, now tears. "Sure and a fearful power," I observed, "I have often noticed that the delicate tempers of women are most keenly alive to these sudden transitions of feeling." She was a creature of light and shade; now sunshine, now tears. "Sure and a fearful power," I observed, "I have often noticed that the delicate tempers of women are most keenly alive to these sudden transitions of feeling." She was a creature of light and shade; now sunshine, now tears.	[338, 324, 440, 1565]
divider	[448, 163, 549, 164]
masthead	[11, 6, 658, 24]
article-body: "Sure and a fearful power," I observed, "I have often noticed that the delicate tempers of women are most keenly alive to these sudden transitions of feeling." She was a creature of light and shade; now sunshine, now tears.	[338, 297, 440, 323]
article-body: Courtship.—A man, to be successful in love, should think only of his mistress and himself. Recollection that she prefers a man who loves her is the best guide in the affairs of the heart.	[556, 43, 658, 64]
poem-line: Below the whole be free;	[40, 98, 84, 103]
article-body-continued: should turn hysterical—a convulsive laugh, only arrested by sudden tears, or frequently mingling both together. Hence I should so soften that close mingling of the absurd and the sublime which so frequently annoys the reader. should turn hysterical—a convulsive laugh, only arrested by sudden tears, or frequently mingling both together. Hence I should so soften that close mingling of the absurd and the sublime which so frequently annoys the reader. should turn hysterical—a convulsive laugh, only arrested by sudden tears, or frequently mingling both together. Hence I should so soften that close mingling of the absurd and the sublime which so frequently annoys the reader. should turn hysterical—a convulsive laugh, only arrested by sudden tears, or frequently mingling both together. Hence I should so soften that close mingling of the absurd and the sublime which so frequently annoys the reader. should turn hysterical—a convulsive laugh, only arrested by sudden tears, or frequently mingling both together. Hence I should so soften that close mingling of the absurd and the sublime which so frequently annoys the reader. should turn hysterical—a convulsive laugh, only arrested by sudden tears, or frequently mingling both together. Hence I should so soften that close mingling of the absurd and the sublime which so frequently annoys the reader. should turn hysterical—a convulsive laugh, only arrested by sudden tears, or frequently mingling both together. Hence I should so soften that close mingling of the absurd and the sublime which so frequently annoys the reader. should turn hysterical—a convulsive laugh, only arrested by sudden tears, or frequently mingling both together. Hence I should so soften that close mingling of the absurd and the sublime which so frequently annoys the reader. should turn hysterical—a convulsive laugh, only arrested by sudden tears, or frequently mingling both together. Hence I should so soften that close mingling of the absurd and the sublime which so frequently annoys the reader. should turn hysterical—a convulsive laugh, only arrested by sudden tears, or frequently mingling both together. Hence I should so soften that close mingling of the absurd and the sublime which so frequently annoys the reader.	[338, 54, 440, 275]
poem-line: There grows a strong and noble flower	[27, 52, 96, 57]
poem-line: The Root wants Liberty.	[41, 108, 83, 113]
article-title: TAIT'S EDINBURGH MAGAZINE—May.	[123, 447, 219, 452]
article-body-continued: It may be one of the "rights of man" for a man to make a fool of himself; but if so, he has no right to annoy others with his folly. It may be one of the "rights of man" for a man to make a fool of himself; but if so, he has no right to annoy others with his folly. It may be one of the "rights of man" for a man to make a fool of himself; but if so, he has no right to annoy others with his folly. It may be one of the "rights of man" for a man to make a fool of himself; but if so, he has no right to annoy others with his folly. It may be one of the "rights of man" for a man to make a fool of himself; but if so, he has no right to annoy others with his folly. It may be one of the "rights of man" for a man to make a fool of himself; but if so, he has no right to annoy others with his folly. It may be one of the "rights of man" for a man to make a fool of himself; but if so, he has no right to annoy others with his folly. It may be one of the "rights of man" for a man to make a fool of himself; but if so, he has no right to annoy others with his folly. It may be one of the "rights of man" for a man to make a fool of himself; but if so, he has no right to annoy others with his folly. It may be one of the "rights of man" for a man to make a fool of himself; but if so, he has no right to annoy others with his folly. It may be one of the "rights of man" for a man to make a fool of himself; but if so, he has no right to annoy others with his folly. It may be one of the "rights of man" for a man to make a fool of himself; but if so, he has no right to annoy others with his folly. It may be one of the "rights of man" for a man to make a fool of himself; but if so, he has no right to annoy others with his folly. It may be one of the "rights of man" for a man to make a fool of himself; but if so, he has no right to annoy others with his folly.	[447, 202, 549, 372]
column-2	[120, 27, 226, 2077]
article-body-continued: By Alfred Davenport. London: Cleave, Shoe-lane. By Alfred Davenport. London: Cleave, Shoe-lane. By Alfred Davenport. London: Cleave, Shoe-lane. By Alfred Davenport. London: Cleave, Shoe-lane. By Alfred Davenport. London: Cleave, Shoe-lane. By Alfred Davenport. London: Cleave, Shoe-lane.	[447, 477, 549, 508]
poem-line: In Britain's genial soil;	[41, 57, 83, 62]
article-body: William Thornhill, Leadenhall-street, City, upholsterer—George Warriner, Lloyd's Coffee-house, City, underwriter—Richard Robinson, King William-street, Strand, wine and spirit merchant—John and Joseph Cattley.	[556, 606, 658, 632]
verse-line: My dear, dear ones, all is gone,	[361, 276, 417, 281]
article-body: In this number is concluded Mrs. Johnstone's exciting and interesting tale of "Lewis Arundel." The concluding chapters are marked by the same power which distinguished the earlier portions of the story.	[120, 454, 222, 474]
divider	[448, 454, 549, 455]
article-body: London: B. D. Cousins, 18, Duke-street, Lincoln's-Inn-fields.	[447, 420, 549, 430]
article-title: THE ILLUMINATED MAGAZINE.—May.	[450, 378, 546, 383]
article-title: DOUGLAS JERROLD'S SHILLING MAGAZINE.—May.	[21, 141, 104, 151]
newspaper-title: THE NORTHERN STAR.	[264, 6, 458, 20]
article-signature: Junius Redivivus.	[191, 199, 222, 204]
article-body-continued: the instigation of a local functionary in Hull, and not by the Attorney-General, an action for the recovery of the penalty was laid against the publisher of the Circular. the instigation of a local functionary in Hull, and not by the Attorney-General, an action for the recovery of the penalty was laid against the publisher of the Circular. the instigation of a local functionary in Hull, and not by the Attorney-General, an action for the recovery of the penalty was laid against the publisher of the Circular. the instigation of a local functionary in Hull, and not by the Attorney-General, an action for the recovery of the penalty was laid against the publisher of the Circular. the instigation of a local functionary in Hull, and not by the Attorney-General, an action for the recovery of the penalty was laid against the publisher of the Circular.	[447, 43, 549, 121]
divider	[121, 443, 222, 444]
article-body-continued: Courtship.—A man, to be successful in love, should think only of his mistress and himself. Recollection that she prefers a man who loves her is the best guide in the affairs of the heart. Courtship.—A man, to be successful in love, should think only of his mistress and himself. Recollection that she prefers a man who loves her is the best guide in the affairs of the heart. Courtship.—A man, to be successful in love, should think only of his mistress and himself. Recollection that she prefers a man who loves her is the best guide in the affairs of the heart. Courtship.—A man, to be successful in love, should think only of his mistress and himself. Recollection that she prefers a man who loves her is the best guide in the affairs of the heart. Courtship.—A man, to be successful in love, should think only of his mistress and himself. Recollection that she prefers a man who loves her is the best guide in the affairs of the heart. Courtship.—A man, to be successful in love, should think only of his mistress and himself. Recollection that she prefers a man who loves her is the best guide in the affairs of the heart. Courtship.—A man, to be successful in love, should think only of his mistress and himself. Recollection that she prefers a man who loves her is the best guide in the affairs of the heart. Courtship.—A man, to be successful in love, should think only of his mistress and himself. Recollection that she prefers a man who loves her is the best guide in the affairs of the heart. Courtship.—A man, to be successful in love, should think only of his mistress and himself. Recollection that she prefers a man who loves her is the best guide in the affairs of the heart. Courtship.—A man, to be successful in love, should think only of his mistress and himself. Recollection that she prefers a man who loves her is the best guide in the affairs of the heart. Courtship.—A man, to be successful in love, should think only of his mistress and himself. Recollection that she prefers a man who loves her is the best guide in the affairs of the heart. Courtship.—A man, to be successful in love, should think only of his mistress and himself. Recollection that she prefers a man who loves her is the best guide in the affairs of the heart. Courtship.—A man, to be successful in love, should think only of his mistress and himself. Recollection that she prefers a man who loves her is the best guide in the affairs of the heart. Courtship.—A man, to be successful in love, should think only of his mistress and himself. Recollection that she prefers a man who loves her is the best guide in the affairs of the heart. Courtship.—A man, to be successful in love, should think only of his mistress and himself. Recollection that she prefers a man who loves her is the best guide in the affairs of the heart. Courtship.—A man, to be successful in love, should think only of his mistress and himself. Recollection that she prefers a man who loves her is the best guide in the affairs of the heart. Courtship.—A man, to be successful in love, should think only of his mistress and himself. Recollection that she prefers a man who loves her is the best guide in the affairs of the heart. Courtship.—A man, to be successful in love, should think only of his mistress and himself. Recollection that she prefers a man who loves her is the best guide in the affairs of the heart. Courtship.—A man, to be successful in love, should think only of his mistress and himself. Recollection that she prefers a man who loves her is the best guide in the affairs of the heart. Courtship.—A man, to be successful in love, should think only of his mistress and himself. Recollection that she prefers a man who loves her is the best guide in the affairs of the heart. Courtship.—A man, to be successful in love, should think only of his mistress and himself. Recollection that she prefers a man who loves her is the best guide in the affairs of the heart. Courtship.—A man, to be successful in love, should think only of his mistress and himself. Recollection that she prefers a man who loves her is the best guide in the affairs of the heart. Courtship.—A man, to be successful in love, should think only of his mistress and himself. Recollection that she prefers a man who loves her is the best guide in the affairs of the heart. Courtship.—A man, to be successful in love, should think only of his mistress and himself. Recollection that she prefers a man who loves her is the best guide in the affairs of the heart. Courtship.—A man, to be successful in love, should think only of his mistress and himself. Recollection that she prefers a man who loves her is the best guide in the affairs of the heart. Courtship.—A man, to be successful in love, should think only of his mistress and himself. Recollection that she prefers a man who loves her is the best guide in the affairs of the heart. Courtship.—A man, to be successful in love, should think only of his mistress and himself. Recollection that she prefers a man who loves her is the best guide in the affairs of the heart. Courtship.—A man, to be successful in love, should think only of his mistress and himself. Recollection that she prefers a man who loves her is the best guide in the affairs of the heart. Courtship.—A man, to be successful in love, should think only of his mistress and himself. Recollection that she prefers a man who loves her is the best guide in the affairs of the heart. Courtship.—A man, to be successful in love, should think only of his mistress and himself. Recollection that she prefers a man who loves her is the best guide in the affairs of the heart.	[556, 65, 658, 580]
article-body-continued: Our faults and foibles, our weaknesses, and our very virtues, as they appear to others, are here set down with a pleasant humour and with a truth that will cause many a reader to recognise himself. Our faults and foibles, our weaknesses, and our very virtues, as they appear to others, are here set down with a pleasant humour and with a truth that will cause many a reader to recognise himself. Our faults and foibles, our weaknesses, and our very virtues, as they appear to others, are here set down with a pleasant humour and with a truth that will cause many a reader to recognise himself. Our faults and foibles, our weaknesses, and our very virtues, as they appear to others, are here set down with a pleasant humour and with a truth that will cause many a reader to recognise himself. Our faults and foibles, our weaknesses, and our very virtues, as they appear to others, are here set down with a pleasant humour and with a truth that will cause many a reader to recognise himself. Our faults and foibles, our weaknesses, and our very virtues, as they appear to others, are here set down with a pleasant humour and with a truth that will cause many a reader to recognise himself. Our faults and foibles, our weaknesses, and our very virtues, as they appear to others, are here set down with a pleasant humour and with a truth that will cause many a reader to recognise himself. Our faults and foibles, our weaknesses, and our very virtues, as they appear to others, are here set down with a pleasant humour and with a truth that will cause many a reader to recognise himself. Our faults and foibles, our weaknesses, and our very virtues, as they appear to others, are here set down with a pleasant humour and with a truth that will cause many a reader to recognise himself. Our faults and foibles, our weaknesses, and our very virtues, as they appear to others, are here set down with a pleasant humour and with a truth that will cause many a reader to recognise himself. Our faults and foibles, our weaknesses, and our very virtues, as they appear to others, are here set down with a pleasant humour and with a truth that will cause many a reader to recognise himself. Our faults and foibles, our weaknesses, and our very virtues, as they appear to others, are here set down with a pleasant humour and with a truth that will cause many a reader to recognise himself. Our faults and foibles, our weaknesses, and our very virtues, as they appear to others, are here set down with a pleasant humour and with a truth that will cause many a reader to recognise himself. Our faults and foibles, our weaknesses, and our very virtues, as they appear to others, are here set down with a pleasant humour and with a truth that will cause many a reader to recognise himself. Our faults and foibles, our weaknesses, and our very virtues, as they appear to others, are here set down with a pleasant humour and with a truth that will cause many a reader to recognise himself. Our faults and foibles, our weaknesses, and our very virtues, as they appear to others, are here set down with a pleasant humour and with a truth that will cause many a reader to recognise himself. Our faults and foibles, our weaknesses, and our very virtues, as they appear to others, are here set down with a pleasant humour and with a truth that will cause many a reader to recognise himself. Our faults and foibles, our weaknesses, and our very virtues, as they appear to others, are here set down with a pleasant humour and with a truth that will cause many a reader to recognise himself. Our faults and foibles, our weaknesses, and our very virtues, as they appear to others, are here set down with a pleasant humour and with a truth that will cause many a reader to recognise himself. Our faults and foibles, our weaknesses, and our very virtues, as they appear to others, are here set down with a pleasant humour and with a truth that will cause many a reader to recognise himself. Our faults and foibles, our weaknesses, and our very virtues, as they appear to others, are here set down with a pleasant humour and with a truth that will cause many a reader to recognise himself. Our faults and foibles, our weaknesses, and our very virtues, as they appear to others, are here set down with a pleasant humour and with a truth that will cause many a reader to recognise himself. Our faults and foibles, our weaknesses, and our very virtues, as they appear to others, are here set down with a pleasant humour and with a truth that will cause many a reader to recognise himself. Our faults and foibles, our weaknesses, and our very virtues, as they appear to others, are here set down with a pleasant humour and with a truth that will cause many a reader to recognise himself. Our faults and foibles, our weaknesses, and our very virtues, as they appear to others, are here set down with a pleasant humour and with a truth that will cause many a reader to recognise himself. Our faults and foibles, our weaknesses, and our very virtues, as they appear to others, are here set down with a pleasant humour and with a truth that will cause many a reader to recognise himself. Our faults and foibles, our weaknesses, and our very virtues, as they appear to others, are here set down with a pleasant humour and with a truth that will cause many a reader to recognise himself. Our faults and foibles, our weaknesses, and our very virtues, as they appear to others, are here set down with a pleasant humour and with a truth that will cause many a reader to recognise himself. Our faults and foibles, our weaknesses, and our very virtues, as they appear to others, are here set down with a pleasant humour and with a truth that will cause many a reader to recognise himself. Our faults and foibles, our weaknesses, and our very virtues, as they appear to others, are here set down with a pleasant humour and with a truth that will cause many a reader to recognise himself. Our faults and foibles, our weaknesses, and our very virtues, as they appear to others, are here set down with a pleasant humour and with a truth that will cause many a reader to recognise himself. Our faults and foibles, our weaknesses, and our very virtues, as they appear to others, are here set down with a pleasant humour and with a truth that will cause many a reader to recognise himself. Our faults and foibles, our weaknesses, and our very virtues, as they appear to others, are here set down with a pleasant humour and with a truth that will cause many a reader to recognise himself. Our faults and foibles, our weaknesses, and our very virtues, as they appear to others, are here set down with a pleasant humour and with a truth that will cause many a reader to recognise himself. Our faults and foibles, our weaknesses, and our very virtues, as they appear to others, are here set down with a pleasant humour and with a truth that will cause many a reader to recognise himself. Our faults and foibles, our weaknesses, and our very virtues, as they appear to others, are here set down with a pleasant humour and with a truth that will cause many a reader to recognise himself. Our faults and foibles, our weaknesses, and our very virtues, as they appear to others, are here set down with a pleasant humour and with a truth that will cause many a reader to recognise himself. Our faults and foibles, our weaknesses, and our very virtues, as they appear to others, are here set down with a pleasant humour and with a truth that will cause many a reader to recognise himself. Our faults and foibles, our weaknesses, and our very virtues, as they appear to others, are here set down with a pleasant humour and with a truth that will cause many a reader to recognise himself. Our faults and foibles, our weaknesses, and our very virtues, as they appear to others, are here set down with a pleasant humour and with a truth that will cause many a reader to recognise himself. Our faults and foibles, our weaknesses, and our very virtues, as they appear to others, are here set down with a pleasant humour and with a truth that will cause many a reader to recognise himself. Our faults and foibles, our weaknesses, and our very virtues, as they appear to others, are here set down with a pleasant humour and with a truth that will cause many a reader to recognise himself. Our faults and foibles, our weaknesses, and our very virtues, as they appear to others, are here set down with a pleasant humour and with a truth that will cause many a reader to recognise himself. Our faults and foibles, our weaknesses, and our very virtues, as they appear to others, are here set down with a pleasant humour and with a truth that will cause many a reader to recognise himself. Our faults and foibles, our weaknesses, and our very virtues, as they appear to others, are here set down with a pleasant humour and with a truth that will cause many a reader to recognise himself. Our faults and foibles, our weaknesses, and our very virtues, as they appear to others, are here set down with a pleasant humour and with a truth that will cause many a reader to recognise himself. Our faults and foibles, our weaknesses, and our very virtues, as they appear to others, are here set down with a pleasant humour and with a truth that will cause many a reader to recognise himself. Our faults and foibles, our weaknesses, and our very virtues, as they appear to others, are here set down with a pleasant humour and with a truth that will cause many a reader to recognise himself. Our faults and foibles, our weaknesses, and our very virtues, as they appear to others, are here set down with a pleasant humour and with a truth that will cause many a reader to recognise himself. Our faults and foibles, our weaknesses, and our very virtues, as they appear to others, are here set down with a pleasant humour and with a truth that will cause many a reader to recognise himself. Our faults and foibles, our weaknesses, and our very virtues, as they appear to others, are here set down with a pleasant humour and with a truth that will cause many a reader to recognise himself. Our faults and foibles, our weaknesses, and our very virtues, as they appear to others, are here set down with a pleasant humour and with a truth that will cause many a reader to recognise himself. Our faults and foibles, our weaknesses, and our very virtues, as they appear to others, are here set down with a pleasant humour and with a truth that will cause many a reader to recognise himself. Our faults and foibles, our weaknesses, and our very virtues, as they appear to others, are here set down with a pleasant humour and with a truth that will cause many a reader to recognise himself. Our faults and foibles, our weaknesses, and our very virtues, as they appear to others, are here set down with a pleasant humour and with a truth that will cause many a reader to recognise himself. Our faults and foibles, our weaknesses, and our very virtues, as they appear to others, are here set down with a pleasant humour and with a truth that will cause many a reader to recognise himself. Our faults and foibles, our weaknesses, and our very virtues, as they appear to others, are here set down with a pleasant humour and with a truth that will cause many a reader to recognise himself. Our faults and foibles, our weaknesses, and our very virtues, as they appear to others, are here set down with a pleasant humour and with a truth that will cause many a reader to recognise himself. Our faults and foibles, our weaknesses, and our very virtues, as they appear to others, are here set down with a pleasant humour and with a truth that will cause many a reader to recognise himself. Our faults and foibles, our weaknesses, and our very virtues, as they appear to others, are here set down with a pleasant humour and with a truth that will cause many a reader to recognise himself.	[229, 611, 331, 1744]
article-body: writers in the Irish Nation, enables them to fill their pockets, and make their dupes laughing-stocks for the world—that "wretched prejudice, the last remnant of savagism."	[229, 27, 331, 47]
article-body: This ably-conducted Magazine continues its successful career, exposing abuses, vindicating sound principles, and diffusing sterling information. In the present number we have an article on the "Royal Society of Sculpture," and a thoughtful essay on the condition of the labouring classes.	[229, 263, 331, 294]
column-1	[11, 27, 116, 2576]
verse-line: The freshness of the heart is past;	[359, 281, 419, 286]
article-body: London: Watson, Paul's-alley, Paternoster-row. The Anti-Persecution Union is a society established for the protection of all who may be assailed by the law's persecution for the free expression of their opinions.	[447, 527, 549, 548]
poem-line: The stem of fair renown,	[40, 77, 84, 82]
article-title: CHARACTERS OF PERSONS WE DO NOT LIKE.	[230, 576, 331, 587]
poem-line: Its Leaves—the Aristocracy,	[37, 82, 87, 88]
article-title: GEORGE CRUIKSHANK'S TABLE-BOOK.—May.	[121, 210, 221, 221]
poem-line: Its root—the source of life and power—	[27, 62, 97, 67]
article-title: THE RISING SUN; OR, LINES ON VARIOUS SUBJECTS. By Frederick Laverock Stockport.	[456, 167, 540, 183]
article-body: There is but little to find fault with in this number: the tales are better, the fault-finding is anything but a pleasing task. The articles are sensibly and cleverly written, and the moral, of which the whole is the most important portion, commends itself to every honest reader. The editor's story, "St. Giles and St. James," is continued with unflagging interest, and the manner in which the contrast of the two classes is drawn out gives promise of a more striking work than any its author has yet produced.	[11, 154, 113, 205]
article-title: WADE'S LONDON REVIEW.—May.	[238, 256, 322, 261]
article-body: the instigation of a local functionary in Hull, and not by the Attorney-General, an action for the recovery of the penalty was laid against the publisher of the Circular.	[447, 27, 549, 42]
article-body: By Alfred Davenport. London: Cleave, Shoe-lane.	[451, 471, 541, 476]
poem-line: The Flower is "the Crown."	[37, 88, 87, 93]
article-body: Our faults and foibles, our weaknesses, and our very virtues, as they appear to others, are here set down with a pleasant humour and with a truth that will cause many a reader to recognise himself.	[229, 589, 331, 609]
article-body: perhaps, because dying for anything of the sort's now gone out of fashion. It is quite a delight to read Sir Robert's Parliament speeches. Did you ever talk to a man who seemed never to hear what you said; but only thought what you were going to say?	[120, 27, 222, 53]
column-4	[338, 27, 443, 1565]
poem-body	[11, 52, 113, 113]
poem-title: THE SOCIAL FLOWER.	[33, 44, 91, 49]
article-body: These publications contain several talented and interesting articles. Both ably support the principles of the temperance cause.	[447, 145, 549, 161]
section-heading-tit-bits: Tit Bits.	[589, 28, 626, 41]
article-body-continued: This is a more than usually interesting number, containing, however, much that is open to question. Amongst the continuations are—"On the Agriculture of Hindostan," "Port Phillip and South Australia," and "Australian Sketches." This is a more than usually interesting number, containing, however, much that is open to question. Amongst the continuations are—"On the Agriculture of Hindostan," "Port Phillip and South Australia," and "Australian Sketches." This is a more than usually interesting number, containing, however, much that is open to question. Amongst the continuations are—"On the Agriculture of Hindostan," "Port Phillip and South Australia," and "Australian Sketches." This is a more than usually interesting number, containing, however, much that is open to question. Amongst the continuations are—"On the Agriculture of Hindostan," "Port Phillip and South Australia," and "Australian Sketches." This is a more than usually interesting number, containing, however, much that is open to question. Amongst the continuations are—"On the Agriculture of Hindostan," "Port Phillip and South Australia," and "Australian Sketches." This is a more than usually interesting number, containing, however, much that is open to question. Amongst the continuations are—"On the Agriculture of Hindostan," "Port Phillip and South Australia," and "Australian Sketches." This is a more than usually interesting number, containing, however, much that is open to question. Amongst the continuations are—"On the Agriculture of Hindostan," "Port Phillip and South Australia," and "Australian Sketches." This is a more than usually interesting number, containing, however, much that is open to question. Amongst the continuations are—"On the Agriculture of Hindostan," "Port Phillip and South Australia," and "Australian Sketches." This is a more than usually interesting number, containing, however, much that is open to question. Amongst the continuations are—"On the Agriculture of Hindostan," "Port Phillip and South Australia," and "Australian Sketches." This is a more than usually interesting number, containing, however, much that is open to question. Amongst the continuations are—"On the Agriculture of Hindostan," "Port Phillip and South Australia," and "Australian Sketches." This is a more than usually interesting number, containing, however, much that is open to question. Amongst the continuations are—"On the Agriculture of Hindostan," "Port Phillip and South Australia," and "Australian Sketches." This is a more than usually interesting number, containing, however, much that is open to question. Amongst the continuations are—"On the Agriculture of Hindostan," "Port Phillip and South Australia," and "Australian Sketches." This is a more than usually interesting number, containing, however, much that is open to question. Amongst the continuations are—"On the Agriculture of Hindostan," "Port Phillip and South Australia," and "Australian Sketches." This is a more than usually interesting number, containing, however, much that is open to question. Amongst the continuations are—"On the Agriculture of Hindostan," "Port Phillip and South Australia," and "Australian Sketches." This is a more than usually interesting number, containing, however, much that is open to question. Amongst the continuations are—"On the Agriculture of Hindostan," "Port Phillip and South Australia," and "Australian Sketches." This is a more than usually interesting number, containing, however, much that is open to question. Amongst the continuations are—"On the Agriculture of Hindostan," "Port Phillip and South Australia," and "Australian Sketches." This is a more than usually interesting number, containing, however, much that is open to question. Amongst the continuations are—"On the Agriculture of Hindostan," "Port Phillip and South Australia," and "Australian Sketches." This is a more than usually interesting number, containing, however, much that is open to question. Amongst the continuations are—"On the Agriculture of Hindostan," "Port Phillip and South Australia," and "Australian Sketches." This is a more than usually interesting number, containing, however, much that is open to question. Amongst the continuations are—"On the Agriculture of Hindostan," "Port Phillip and South Australia," and "Australian Sketches." This is a more than usually interesting number, containing, however, much that is open to question. Amongst the continuations are—"On the Agriculture of Hindostan," "Port Phillip and South Australia," and "Australian Sketches." This is a more than usually interesting number, containing, however, much that is open to question. Amongst the continuations are—"On the Agriculture of Hindostan," "Port Phillip and South Australia," and "Australian Sketches." This is a more than usually interesting number, containing, however, much that is open to question. Amongst the continuations are—"On the Agriculture of Hindostan," "Port Phillip and South Australia," and "Australian Sketches." This is a more than usually interesting number, containing, however, much that is open to question. Amongst the continuations are—"On the Agriculture of Hindostan," "Port Phillip and South Australia," and "Australian Sketches." This is a more than usually interesting number, containing, however, much that is open to question. Amongst the continuations are—"On the Agriculture of Hindostan," "Port Phillip and South Australia," and "Australian Sketches." This is a more than usually interesting number, containing, however, much that is open to question. Amongst the continuations are—"On the Agriculture of Hindostan," "Port Phillip and South Australia," and "Australian Sketches." This is a more than usually interesting number, containing, however, much that is open to question. Amongst the continuations are—"On the Agriculture of Hindostan," "Port Phillip and South Australia," and "Australian Sketches." This is a more than usually interesting number, containing, however, much that is open to question. Amongst the continuations are—"On the Agriculture of Hindostan," "Port Phillip and South Australia," and "Australian Sketches." This is a more than usually interesting number, containing, however, much that is open to question. Amongst the continuations are—"On the Agriculture of Hindostan," "Port Phillip and South Australia," and "Australian Sketches." This is a more than usually interesting number, containing, however, much that is open to question. Amongst the continuations are—"On the Agriculture of Hindostan," "Port Phillip and South Australia," and "Australian Sketches." This is a more than usually interesting number, containing, however, much that is open to question. Amongst the continuations are—"On the Agriculture of Hindostan," "Port Phillip and South Australia," and "Australian Sketches." This is a more than usually interesting number, containing, however, much that is open to question. Amongst the continuations are—"On the Agriculture of Hindostan," "Port Phillip and South Australia," and "Australian Sketches." This is a more than usually interesting number, containing, however, much that is open to question. Amongst the continuations are—"On the Agriculture of Hindostan," "Port Phillip and South Australia," and "Australian Sketches." This is a more than usually interesting number, containing, however, much that is open to question. Amongst the continuations are—"On the Agriculture of Hindostan," "Port Phillip and South Australia," and "Australian Sketches." This is a more than usually interesting number, containing, however, much that is open to question. Amongst the continuations are—"On the Agriculture of Hindostan," "Port Phillip and South Australia," and "Australian Sketches." This is a more than usually interesting number, containing, however, much that is open to question. Amongst the continuations are—"On the Agriculture of Hindostan," "Port Phillip and South Australia," and "Australian Sketches." This is a more than usually interesting number, containing, however, much that is open to question. Amongst the continuations are—"On the Agriculture of Hindostan," "Port Phillip and South Australia," and "Australian Sketches." This is a more than usually interesting number, containing, however, much that is open to question. Amongst the continuations are—"On the Agriculture of Hindostan," "Port Phillip and South Australia," and "Australian Sketches." This is a more than usually interesting number, containing, however, much that is open to question. Amongst the continuations are—"On the Agriculture of Hindostan," "Port Phillip and South Australia," and "Australian Sketches." This is a more than usually interesting number, containing, however, much that is open to question. Amongst the continuations are—"On the Agriculture of Hindostan," "Port Phillip and South Australia," and "Australian Sketches." This is a more than usually interesting number, containing, however, much that is open to question. Amongst the continuations are—"On the Agriculture of Hindostan," "Port Phillip and South Australia," and "Australian Sketches." This is a more than usually interesting number, containing, however, much that is open to question. Amongst the continuations are—"On the Agriculture of Hindostan," "Port Phillip and South Australia," and "Australian Sketches." This is a more than usually interesting number, containing, however, much that is open to question. Amongst the continuations are—"On the Agriculture of Hindostan," "Port Phillip and South Australia," and "Australian Sketches." This is a more than usually interesting number, containing, however, much that is open to question. Amongst the continuations are—"On the Agriculture of Hindostan," "Port Phillip and South Australia," and "Australian Sketches." This is a more than usually interesting number, containing, however, much that is open to question. Amongst the continuations are—"On the Agriculture of Hindostan," "Port Phillip and South Australia," and "Australian Sketches." This is a more than usually interesting number, containing, however, much that is open to question. Amongst the continuations are—"On the Agriculture of Hindostan," "Port Phillip and South Australia," and "Australian Sketches." This is a more than usually interesting number, containing, however, much that is open to question. Amongst the continuations are—"On the Agriculture of Hindostan," "Port Phillip and South Australia," and "Australian Sketches." This is a more than usually interesting number, containing, however, much that is open to question. Amongst the continuations are—"On the Agriculture of Hindostan," "Port Phillip and South Australia," and "Australian Sketches." This is a more than usually interesting number, containing, however, much that is open to question. Amongst the continuations are—"On the Agriculture of Hindostan," "Port Phillip and South Australia," and "Australian Sketches." This is a more than usually interesting number, containing, however, much that is open to question. Amongst the continuations are—"On the Agriculture of Hindostan," "Port Phillip and South Australia," and "Australian Sketches." This is a more than usually interesting number, containing, however, much that is open to question. Amongst the continuations are—"On the Agriculture of Hindostan," "Port Phillip and South Australia," and "Australian Sketches." This is a more than usually interesting number, containing, however, much that is open to question. Amongst the continuations are—"On the Agriculture of Hindostan," "Port Phillip and South Australia," and "Australian Sketches." This is a more than usually interesting number, containing, however, much that is open to question. Amongst the continuations are—"On the Agriculture of Hindostan," "Port Phillip and South Australia," and "Australian Sketches." This is a more than usually interesting number, containing, however, much that is open to question. Amongst the continuations are—"On the Agriculture of Hindostan," "Port Phillip and South Australia," and "Australian Sketches." This is a more than usually interesting number, containing, however, much that is open to question. Amongst the continuations are—"On the Agriculture of Hindostan," "Port Phillip and South Australia," and "Australian Sketches." This is a more than usually interesting number, containing, however, much that is open to question. Amongst the continuations are—"On the Agriculture of Hindostan," "Port Phillip and South Australia," and "Australian Sketches." This is a more than usually interesting number, containing, however, much that is open to question. Amongst the continuations are—"On the Agriculture of Hindostan," "Port Phillip and South Australia," and "Australian Sketches." This is a more than usually interesting number, containing, however, much that is open to question. Amongst the continuations are—"On the Agriculture of Hindostan," "Port Phillip and South Australia," and "Australian Sketches." This is a more than usually interesting number, containing, however, much that is open to question. Amongst the continuations are—"On the Agriculture of Hindostan," "Port Phillip and South Australia," and "Australian Sketches." This is a more than usually interesting number, containing, however, much that is open to question. Amongst the continuations are—"On the Agriculture of Hindostan," "Port Phillip and South Australia," and "Australian Sketches." This is a more than usually interesting number, containing, however, much that is open to question. Amongst the continuations are—"On the Agriculture of Hindostan," "Port Phillip and South Australia," and "Australian Sketches."	[120, 686, 222, 2077]
article-body-continued: This ably-conducted Magazine continues its successful career, exposing abuses, vindicating sound principles, and diffusing sterling information. In the present number we have an article on the "Royal Society of Sculpture," and a thoughtful essay on the condition of the labouring classes. This ably-conducted Magazine continues its successful career, exposing abuses, vindicating sound principles, and diffusing sterling information. In the present number we have an article on the "Royal Society of Sculpture," and a thoughtful essay on the condition of the labouring classes. This ably-conducted Magazine continues its successful career, exposing abuses, vindicating sound principles, and diffusing sterling information. In the present number we have an article on the "Royal Society of Sculpture," and a thoughtful essay on the condition of the labouring classes. This ably-conducted Magazine continues its successful career, exposing abuses, vindicating sound principles, and diffusing sterling information. In the present number we have an article on the "Royal Society of Sculpture," and a thoughtful essay on the condition of the labouring classes. This ably-conducted Magazine continues its successful career, exposing abuses, vindicating sound principles, and diffusing sterling information. In the present number we have an article on the "Royal Society of Sculpture," and a thoughtful essay on the condition of the labouring classes. This ably-conducted Magazine continues its successful career, exposing abuses, vindicating sound principles, and diffusing sterling information. In the present number we have an article on the "Royal Society of Sculpture," and a thoughtful essay on the condition of the labouring classes. This ably-conducted Magazine continues its successful career, exposing abuses, vindicating sound principles, and diffusing sterling information. In the present number we have an article on the "Royal Society of Sculpture," and a thoughtful essay on the condition of the labouring classes. This ably-conducted Magazine continues its successful career, exposing abuses, vindicating sound principles, and diffusing sterling information. In the present number we have an article on the "Royal Society of Sculpture," and a thoughtful essay on the condition of the labouring classes. This ably-conducted Magazine continues its successful career, exposing abuses, vindicating sound principles, and diffusing sterling information. In the present number we have an article on the "Royal Society of Sculpture," and a thoughtful essay on the condition of the labouring classes. This ably-conducted Magazine continues its successful career, exposing abuses, vindicating sound principles, and diffusing sterling information. In the present number we have an article on the "Royal Society of Sculpture," and a thoughtful essay on the condition of the labouring classes.	[229, 295, 331, 573]
issue-date: May 10, 1845.	[11, 8, 70, 19]
section-heading-reviews: Reviews.	[41, 125, 82, 138]
article-title: THE ENGLISH INSTITUTIONS: AN EDUCATIONAL POEM.	[456, 458, 540, 469]
section-heading-bankrupts: Bankrupts, &c.	[571, 585, 643, 598]
page-number: 3	[653, 8, 658, 19]
column-3	[229, 27, 334, 1744]
divider	[448, 123, 549, 124]
article-title: THE TRUTH-SEEKER—No. IV.—THE NATIONAL TEMPERANCE ADVOCATE—April, May.	[448, 127, 548, 143]
divider	[11, 122, 113, 123]
article-body: It may be one of the "rights of man" for a man to make a fool of himself; but if so, he has no right to annoy others with his folly.	[447, 185, 549, 201]
column-6	[556, 27, 658, 1875]
article-title: THE LONDON ENTERTAINING MAGAZINE—Part V.	[460, 407, 536, 418]
article-body-continued: William Thornhill, Leadenhall-street, City, upholsterer—George Warriner, Lloyd's Coffee-house, City, underwriter—Richard Robinson, King William-street, Strand, wine and spirit merchant—John and Joseph Cattley. William Thornhill, Leadenhall-street, City, upholsterer—George Warriner, Lloyd's Coffee-house, City, underwriter—Richard Robinson, King William-street, Strand, wine and spirit merchant—John and Joseph Cattley. William Thornhill, Leadenhall-street, City, upholsterer—George Warriner, Lloyd's Coffee-house, City, underwriter—Richard Robinson, King William-street, Strand, wine and spirit merchant—John and Joseph Cattley. William Thornhill, Leadenhall-street, City, upholsterer—George Warriner, Lloyd's Coffee-house, City, underwriter—Richard Robinson, King William-street, Strand, wine and spirit merchant—John and Joseph Cattley. William Thornhill, Leadenhall-street, City, upholsterer—George Warriner, Lloyd's Coffee-house, City, underwriter—Richard Robinson, King William-street, Strand, wine and spirit merchant—John and Joseph Cattley. William Thornhill, Leadenhall-street, City, upholsterer—George Warriner, Lloyd's Coffee-house, City, underwriter—Richard Robinson, King William-street, Strand, wine and spirit merchant—John and Joseph Cattley. William Thornhill, Leadenhall-street, City, upholsterer—George Warriner, Lloyd's Coffee-house, City, underwriter—Richard Robinson, King William-street, Strand, wine and spirit merchant—John and Joseph Cattley. William Thornhill, Leadenhall-street, City, upholsterer—George Warriner, Lloyd's Coffee-house, City, underwriter—Richard Robinson, King William-street, Strand, wine and spirit merchant—John and Joseph Cattley. William Thornhill, Leadenhall-street, City, upholsterer—George Warriner, Lloyd's Coffee-house, City, underwriter—Richard Robinson, King William-street, Strand, wine and spirit merchant—John and Joseph Cattley. William Thornhill, Leadenhall-street, City, upholsterer—George Warriner, Lloyd's Coffee-house, City, underwriter—Richard Robinson, King William-street, Strand, wine and spirit merchant—John and Joseph Cattley. William Thornhill, Leadenhall-street, City, upholsterer—George Warriner, Lloyd's Coffee-house, City, underwriter—Richard Robinson, King William-street, Strand, wine and spirit merchant—John and Joseph Cattley. William Thornhill, Leadenhall-street, City, upholsterer—George Warriner, Lloyd's Coffee-house, City, underwriter—Richard Robinson, King William-street, Strand, wine and spirit merchant—John and Joseph Cattley. William Thornhill, Leadenhall-street, City, upholsterer—George Warriner, Lloyd's Coffee-house, City, underwriter—Richard Robinson, King William-street, Strand, wine and spirit merchant—John and Joseph Cattley. William Thornhill, Leadenhall-street, City, upholsterer—George Warriner, Lloyd's Coffee-house, City, underwriter—Richard Robinson, King William-street, Strand, wine and spirit merchant—John and Joseph Cattley. William Thornhill, Leadenhall-street, City, upholsterer—George Warriner, Lloyd's Coffee-house, City, underwriter—Richard Robinson, King William-street, Strand, wine and spirit merchant—John and Joseph Cattley. William Thornhill, Leadenhall-street, City, upholsterer—George Warriner, Lloyd's Coffee-house, City, underwriter—Richard Robinson, King William-street, Strand, wine and spirit merchant—John and Joseph Cattley. William Thornhill, Leadenhall-street, City, upholsterer—George Warriner, Lloyd's Coffee-house, City, underwriter—Richard Robinson, King William-street, Strand, wine and spirit merchant—John and Joseph Cattley. William Thornhill, Leadenhall-street, City, upholsterer—George Warriner, Lloyd's Coffee-house, City, underwriter—Richard Robinson, King William-street, Strand, wine and spirit merchant—John and Joseph Cattley. William Thornhill, Leadenhall-street, City, upholsterer—George Warriner, Lloyd's Coffee-house, City, underwriter—Richard Robinson, King William-street, Strand, wine and spirit merchant—John and Joseph Cattley. William Thornhill, Leadenhall-street, City, upholsterer—George Warriner, Lloyd's Coffee-house, City, underwriter—Richard Robinson, King William-street, Strand, wine and spirit merchant—John and Joseph Cattley. William Thornhill, Leadenhall-street, City, upholsterer—George Warriner, Lloyd's Coffee-house, City, underwriter—Richard Robinson, King William-street, Strand, wine and spirit merchant—John and Joseph Cattley. William Thornhill, Leadenhall-street, City, upholsterer—George Warriner, Lloyd's Coffee-house, City, underwriter—Richard Robinson, King William-street, Strand, wine and spirit merchant—John and Joseph Cattley. William Thornhill, Leadenhall-street, City, upholsterer—George Warriner, Lloyd's Coffee-house, City, underwriter—Richard Robinson, King William-street, Strand, wine and spirit merchant—John and Joseph Cattley. William Thornhill, Leadenhall-street, City, upholsterer—George Warriner, Lloyd's Coffee-house, City, underwriter—Richard Robinson, King William-street, Strand, wine and spirit merchant—John and Joseph Cattley. William Thornhill, Leadenhall-street, City, upholsterer—George Warriner, Lloyd's Coffee-house, City, underwriter—Richard Robinson, King William-street, Strand, wine and spirit merchant—John and Joseph Cattley. William Thornhill, Leadenhall-street, City, upholsterer—George Warriner, Lloyd's Coffee-house, City, underwriter—Richard Robinson, King William-street, Strand, wine and spirit merchant—John and Joseph Cattley. William Thornhill, Leadenhall-street, City, upholsterer—George Warriner, Lloyd's Coffee-house, City, underwriter—Richard Robinson, King William-street, Strand, wine and spirit merchant—John and Joseph Cattley. William Thornhill, Leadenhall-street, City, upholsterer—George Warriner, Lloyd's Coffee-house, City, underwriter—Richard Robinson, King William-street, Strand, wine and spirit merchant—John and Joseph Cattley. William Thornhill, Leadenhall-street, City, upholsterer—George Warriner, Lloyd's Coffee-house, City, underwriter—Richard Robinson, King William-street, Strand, wine and spirit merchant—John and Joseph Cattley. William Thornhill, Leadenhall-street, City, upholsterer—George Warriner, Lloyd's Coffee-house, City, underwriter—Richard Robinson, King William-street, Strand, wine and spirit merchant—John and Joseph Cattley. William Thornhill, Leadenhall-street, City, upholsterer—George Warriner, Lloyd's Coffee-house, City, underwriter—Richard Robinson, King William-street, Strand, wine and spirit merchant—John and Joseph Cattley. William Thornhill, Leadenhall-street, City, upholsterer—George Warriner, Lloyd's Coffee-house, City, underwriter—Richard Robinson, King William-street, Strand, wine and spirit merchant—John and Joseph Cattley. William Thornhill, Leadenhall-street, City, upholsterer—George Warriner, Lloyd's Coffee-house, City, underwriter—Richard Robinson, King William-street, Strand, wine and spirit merchant—John and Joseph Cattley. William Thornhill, Leadenhall-street, City, upholsterer—George Warriner, Lloyd's Coffee-house, City, underwriter—Richard Robinson, King William-street, Strand, wine and spirit merchant—John and Joseph Cattley. William Thornhill, Leadenhall-street, City, upholsterer—George Warriner, Lloyd's Coffee-house, City, underwriter—Richard Robinson, King William-street, Strand, wine and spirit merchant—John and Joseph Cattley. William Thornhill, Leadenhall-street, City, upholsterer—George Warriner, Lloyd's Coffee-house, City, underwriter—Richard Robinson, King William-street, Strand, wine and spirit merchant—John and Joseph Cattley. William Thornhill, Leadenhall-street, City, upholsterer—George Warriner, Lloyd's Coffee-house, City, underwriter—Richard Robinson, King William-street, Strand, wine and spirit merchant—John and Joseph Cattley. William Thornhill, Leadenhall-street, City, upholsterer—George Warriner, Lloyd's Coffee-house, City, underwriter—Richard Robinson, King William-street, Strand, wine and spirit merchant—John and Joseph Cattley. William Thornhill, Leadenhall-street, City, upholsterer—George Warriner, Lloyd's Coffee-house, City, underwriter—Richard Robinson, King William-street, Strand, wine and spirit merchant—John and Joseph Cattley. William Thornhill, Leadenhall-street, City, upholsterer—George Warriner, Lloyd's Coffee-house, City, underwriter—Richard Robinson, King William-street, Strand, wine and spirit merchant—John and Joseph Cattley. William Thornhill, Leadenhall-street, City, upholsterer—George Warriner, Lloyd's Coffee-house, City, underwriter—Richard Robinson, King William-street, Strand, wine and spirit merchant—John and Joseph Cattley. William Thornhill, Leadenhall-street, City, upholsterer—George Warriner, Lloyd's Coffee-house, City, underwriter—Richard Robinson, King William-street, Strand, wine and spirit merchant—John and Joseph Cattley. William Thornhill, Leadenhall-street, City, upholsterer—George Warriner, Lloyd's Coffee-house, City, underwriter—Richard Robinson, King William-street, Strand, wine and spirit merchant—John and Joseph Cattley. William Thornhill, Leadenhall-street, City, upholsterer—George Warriner, Lloyd's Coffee-house, City, underwriter—Richard Robinson, King William-street, Strand, wine and spirit merchant—John and Joseph Cattley. William Thornhill, Leadenhall-street, City, upholsterer—George Warriner, Lloyd's Coffee-house, City, underwriter—Richard Robinson, King William-street, Strand, wine and spirit merchant—John and Joseph Cattley. William Thornhill, Leadenhall-street, City, upholsterer—George Warriner, Lloyd's Coffee-house, City, underwriter—Richard Robinson, King William-street, Strand, wine and spirit merchant—John and Joseph Cattley. William Thornhill, Leadenhall-street, City, upholsterer—George Warriner, Lloyd's Coffee-house, City, underwriter—Richard Robinson, King William-street, Strand, wine and spirit merchant—John and Joseph Cattley. William Thornhill, Leadenhall-street, City, upholsterer—George Warriner, Lloyd's Coffee-house, City, underwriter—Richard Robinson, King William-street, Strand, wine and spirit merchant—John and Joseph Cattley. William Thornhill, Leadenhall-street, City, upholsterer—George Warriner, Lloyd's Coffee-house, City, underwriter—Richard Robinson, King William-street, Strand, wine and spirit merchant—John and Joseph Cattley. William Thornhill, Leadenhall-street, City, upholsterer—George Warriner, Lloyd's Coffee-house, City, underwriter—Richard Robinson, King William-street, Strand, wine and spirit merchant—John and Joseph Cattley. William Thornhill, Leadenhall-street, City, upholsterer—George Warriner, Lloyd's Coffee-house, City, underwriter—Richard Robinson, King William-street, Strand, wine and spirit merchant—John and Joseph Cattley. William Thornhill, Leadenhall-street, City, upholsterer—George Warriner, Lloyd's Coffee-house, City, underwriter—Richard Robinson, King William-street, Strand, wine and spirit merchant—John and Joseph Cattley. William Thornhill, Leadenhall-street, City, upholsterer—George Warriner, Lloyd's Coffee-house, City, underwriter—Richard Robinson, King William-street, Strand, wine and spirit merchant—John and Joseph Cattley. William Thornhill, Leadenhall-street, City, upholsterer—George Warriner, Lloyd's Coffee-house, City, underwriter—Richard Robinson, King William-street, Strand, wine and spirit merchant—John and Joseph Cattley. William Thornhill, Leadenhall-street, City, upholsterer—George Warriner, Lloyd's Coffee-house, City, underwriter—Richard Robinson, King William-street, Strand, wine and spirit merchant—John and Joseph Cattley. William Thornhill, Leadenhall-street, City, upholsterer—George Warriner, Lloyd's Coffee-house, City, underwriter—Richard Robinson, King William-street, Strand, wine and spirit merchant—John and Joseph Cattley. William Thornhill, Leadenhall-street, City, upholsterer—George Warriner, Lloyd's Coffee-house, City, underwriter—Richard Robinson, King William-street, Strand, wine and spirit merchant—John and Joseph Cattley. William Thornhill, Leadenhall-street, City, upholsterer—George Warriner, Lloyd's Coffee-house, City, underwriter—Richard Robinson, King William-street, Strand, wine and spirit merchant—John and Joseph Cattley. William Thornhill, Leadenhall-street, City, upholsterer—George Warriner, Lloyd's Coffee-house, City, underwriter—Richard Robinson, King William-street, Strand, wine and spirit merchant—John and Joseph Cattley. William Thornhill, Leadenhall-street, City, upholsterer—George Warriner, Lloyd's Coffee-house, City, underwriter—Richard Robinson, King William-street, Strand, wine and spirit merchant—John and Joseph Cattley.	[556, 633, 658, 1875]
article-body-continued: writers in the Irish Nation, enables them to fill their pockets, and make their dupes laughing-stocks for the world—that "wretched prejudice, the last remnant of savagism." writers in the Irish Nation, enables them to fill their pockets, and make their dupes laughing-stocks for the world—that "wretched prejudice, the last remnant of savagism." writers in the Irish Nation, enables them to fill their pockets, and make their dupes laughing-stocks for the world—that "wretched prejudice, the last remnant of savagism." writers in the Irish Nation, enables them to fill their pockets, and make their dupes laughing-stocks for the world—that "wretched prejudice, the last remnant of savagism." writers in the Irish Nation, enables them to fill their pockets, and make their dupes laughing-stocks for the world—that "wretched prejudice, the last remnant of savagism." writers in the Irish Nation, enables them to fill their pockets, and make their dupes laughing-stocks for the world—that "wretched prejudice, the last remnant of savagism." writers in the Irish Nation, enables them to fill their pockets, and make their dupes laughing-stocks for the world—that "wretched prejudice, the last remnant of savagism." writers in the Irish Nation, enables them to fill their pockets, and make their dupes laughing-stocks for the world—that "wretched prejudice, the last remnant of savagism." writers in the Irish Nation, enables them to fill their pockets, and make their dupes laughing-stocks for the world—that "wretched prejudice, the last remnant of savagism." writers in the Irish Nation, enables them to fill their pockets, and make their dupes laughing-stocks for the world—that "wretched prejudice, the last remnant of savagism." writers in the Irish Nation, enables them to fill their pockets, and make their dupes laughing-stocks for the world—that "wretched prejudice, the last remnant of savagism." writers in the Irish Nation, enables them to fill their pockets, and make their dupes laughing-stocks for the world—that "wretched prejudice, the last remnant of savagism."	[229, 48, 331, 249]
article-body: The illustrations to this entertaining publication are, as usual, excellent. The subject of the large steel engraving is "The Demon of 1845"—the demon of bankruptcy, which seizes hold of the trading world with a grip from which few can escape.	[120, 223, 222, 249]
article-title: SIMMONDS' COLONIAL MAGAZINE.—May.	[123, 647, 219, 657]
poem-line: All time, all labour's value spent,	[32, 93, 92, 98]
article-body-continued: The illustrations to this entertaining publication are, as usual, excellent. The subject of the large steel engraving is "The Demon of 1845"—the demon of bankruptcy, which seizes hold of the trading world with a grip from which few can escape. The illustrations to this entertaining publication are, as usual, excellent. The subject of the large steel engraving is "The Demon of 1845"—the demon of bankruptcy, which seizes hold of the trading world with a grip from which few can escape. The illustrations to this entertaining publication are, as usual, excellent. The subject of the large steel engraving is "The Demon of 1845"—the demon of bankruptcy, which seizes hold of the trading world with a grip from which few can escape. The illustrations to this entertaining publication are, as usual, excellent. The subject of the large steel engraving is "The Demon of 1845"—the demon of bankruptcy, which seizes hold of the trading world with a grip from which few can escape. The illustrations to this entertaining publication are, as usual, excellent. The subject of the large steel engraving is "The Demon of 1845"—the demon of bankruptcy, which seizes hold of the trading world with a grip from which few can escape. The illustrations to this entertaining publication are, as usual, excellent. The subject of the large steel engraving is "The Demon of 1845"—the demon of bankruptcy, which seizes hold of the trading world with a grip from which few can escape. The illustrations to this entertaining publication are, as usual, excellent. The subject of the large steel engraving is "The Demon of 1845"—the demon of bankruptcy, which seizes hold of the trading world with a grip from which few can escape. The illustrations to this entertaining publication are, as usual, excellent. The subject of the large steel engraving is "The Demon of 1845"—the demon of bankruptcy, which seizes hold of the trading world with a grip from which few can escape.	[120, 250, 222, 440]
article-body-continued: In this number is concluded Mrs. Johnstone's exciting and interesting tale of "Lewis Arundel." The concluding chapters are marked by the same power which distinguished the earlier portions of the story. In this number is concluded Mrs. Johnstone's exciting and interesting tale of "Lewis Arundel." The concluding chapters are marked by the same power which distinguished the earlier portions of the story. In this number is concluded Mrs. Johnstone's exciting and interesting tale of "Lewis Arundel." The concluding chapters are marked by the same power which distinguished the earlier portions of the story. In this number is concluded Mrs. Johnstone's exciting and interesting tale of "Lewis Arundel." The concluding chapters are marked by the same power which distinguished the earlier portions of the story. In this number is concluded Mrs. Johnstone's exciting and interesting tale of "Lewis Arundel." The concluding chapters are marked by the same power which distinguished the earlier portions of the story. In this number is concluded Mrs. Johnstone's exciting and interesting tale of "Lewis Arundel." The concluding chapters are marked by the same power which distinguished the earlier portions of the story. In this number is concluded Mrs. Johnstone's exciting and interesting tale of "Lewis Arundel." The concluding chapters are marked by the same power which distinguished the earlier portions of the story. In this number is concluded Mrs. Johnstone's exciting and interesting tale of "Lewis Arundel." The concluding chapters are marked by the same power which distinguished the earlier portions of the story.	[120, 476, 222, 640]
article-title: THE CIRCULAR OF THE ANTI-PERSECUTION UNION.	[460, 514, 536, 525]
